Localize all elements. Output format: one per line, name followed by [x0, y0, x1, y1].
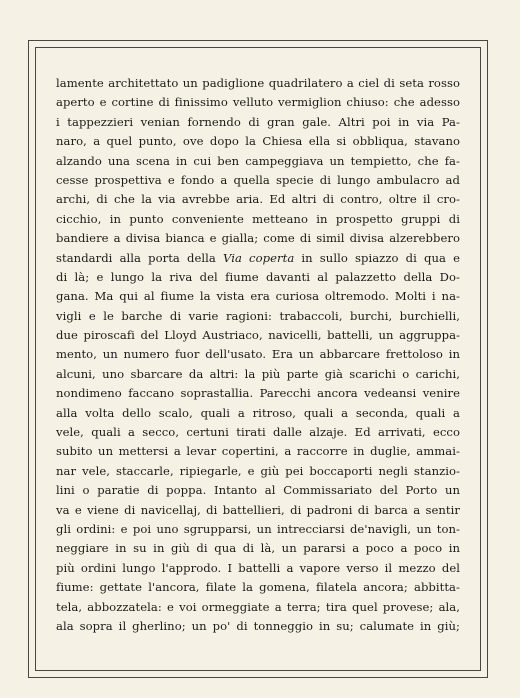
- text-line: aperto e cortine di finissimo velluto vermiglion chiuso: che adesso: [56, 95, 460, 110]
- text-line: subito un mettersi a levar copertini, a raccorre in duglie, ammai-: [56, 444, 460, 459]
- text-line: nondimeno faccano soprastallia. Parecchi ancora vedeansi venire: [56, 386, 460, 401]
- text-line: nar vele, staccarle, ripiegarle, e giù pei boccaporti negli stanzio-: [56, 463, 460, 478]
- text-line: lamente architettato un padiglione quadrilatero a ciel di seta rosso: [56, 76, 460, 90]
- text-line: mento, un numero fuor dell'usato. Era un abbarcare frettoloso in: [56, 347, 460, 362]
- text-line: archi, di che la via avrebbe aria. Ed altri di contro, oltre il cro-: [56, 192, 460, 207]
- text-line: ala sopra il gherlino; un po' di tonneggio in su; calumate in giù;: [56, 618, 460, 633]
- text-line: gli ordini: e poi uno sgrupparsi, un intrecciarsi de'navigli, un ton-: [56, 521, 460, 536]
- text-line: fiume: gettate l'ancora, filate la gomena, filatela ancora; abbitta-: [56, 580, 460, 595]
- text-line: standardi alla porta della Via coperta in sullo spiazzo di qua e: [56, 250, 460, 265]
- body-text: [56, 74, 460, 636]
- text-line: alzando una scena in cui ben campeggiava un tempietto, che fa-: [56, 153, 460, 168]
- text-line: va e viene di navicellaj, di battellieri, di padroni di barca a sentir: [56, 502, 460, 517]
- text-line: più ordini lungo l'approdo. I battelli a vapore verso il mezzo del: [56, 560, 460, 575]
- text-line: bandiere a divisa bianca e gialla; come di simil divisa alzerebbero: [56, 231, 460, 246]
- text-line: i tappezzieri venian fornendo di gran gale. Altri poi in via Pa-: [56, 114, 460, 129]
- text-line: vele, quali a secco, certuni tirati dalle alzaje. Ed arrivati, ecco: [56, 425, 460, 440]
- text-line: lini o paratie di poppa. Intanto al Commissariato del Porto un: [56, 483, 460, 498]
- text-line: tela, abbozzatela: e voi ormeggiate a terra; tira quel provese; ala,: [56, 599, 460, 614]
- text-line: di là; e lungo la riva del fiume davanti al palazzetto della Do-: [56, 269, 460, 284]
- italic-text: Via coperta: [223, 250, 295, 265]
- text-line: cicchio, in punto conveniente metteano in prospetto gruppi di: [56, 211, 460, 226]
- text-line: alla volta dello scalo, quali a ritroso, quali a seconda, quali a: [56, 405, 460, 420]
- text-line: vigli e le barche di varie ragioni: trabaccoli, burchi, burchielli,: [56, 308, 460, 323]
- text-line: neggiare in su in giù di qua di là, un pararsi a poco a poco in: [56, 541, 460, 556]
- text-line: alcuni, uno sbarcare da altri: la più parte già scarichi o carichi,: [56, 366, 460, 381]
- text-line: gana. Ma qui al fiume la vista era curiosa oltremodo. Molti i na-: [56, 289, 460, 304]
- text-line: cesse prospettiva e fondo a quella specie di lungo ambulacro ad: [56, 172, 460, 187]
- text-line: due piroscafi del Lloyd Austriaco, navicelli, battelli, un aggruppa-: [56, 328, 460, 343]
- text-line: naro, a quel punto, ove dopo la Chiesa ella si obbliqua, stavano: [56, 134, 460, 149]
